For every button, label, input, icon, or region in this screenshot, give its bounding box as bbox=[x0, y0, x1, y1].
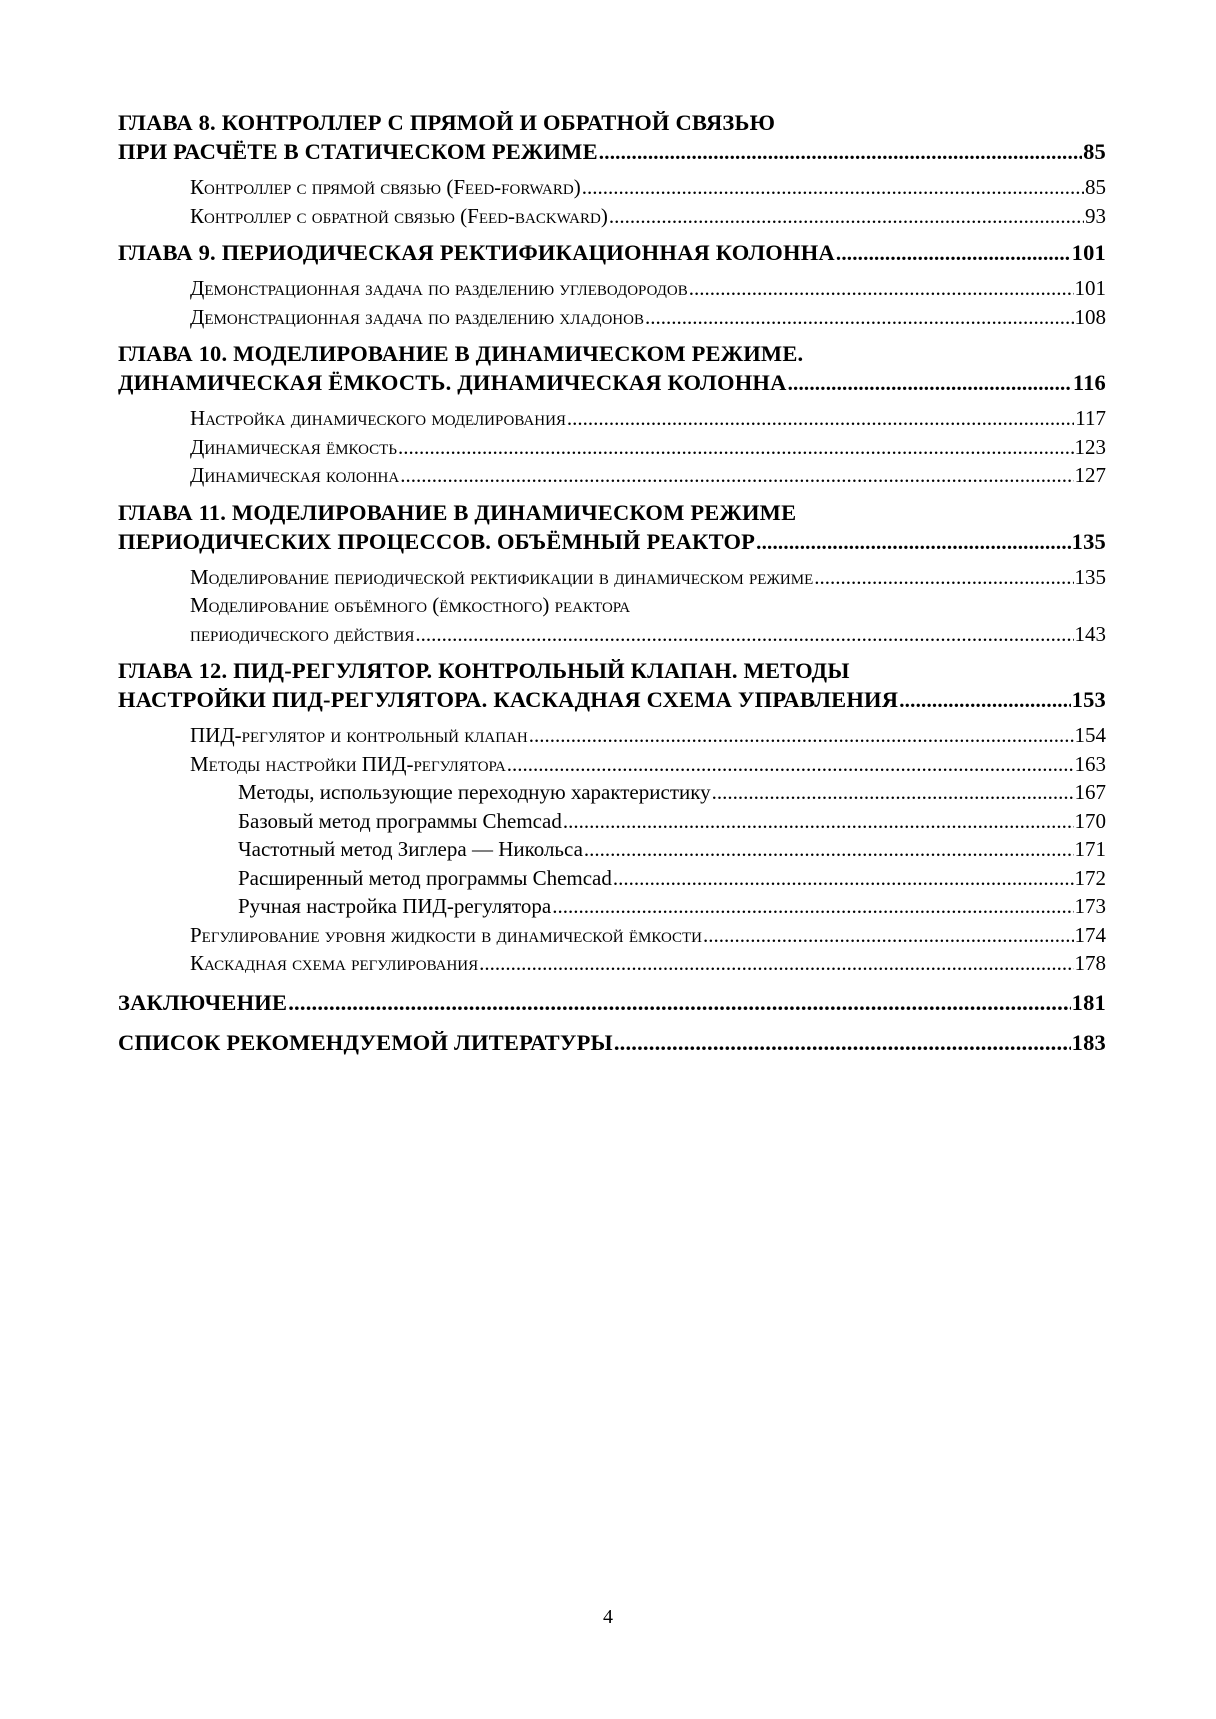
subsubentry-title: Ручная настройка ПИД-регулятора bbox=[238, 894, 552, 918]
toc-entry[interactable] bbox=[118, 368, 1106, 398]
page-ref: 181 bbox=[1071, 989, 1106, 1015]
page-ref: 183 bbox=[1071, 1029, 1106, 1055]
subentry-title: Демонстрационная задача по разделению углеводородов bbox=[190, 276, 688, 300]
dot-leader bbox=[756, 528, 1071, 557]
toc-subentry[interactable] bbox=[118, 202, 1106, 231]
bibliography-title: СПИСОК РЕКОМЕНДУЕМОЙ ЛИТЕРАТУРЫ bbox=[118, 1029, 613, 1055]
subsubentry-title: Расширенный метод программы Chemcad bbox=[238, 865, 612, 890]
toc-entry-bibliography[interactable] bbox=[118, 1028, 1106, 1058]
dot-leader bbox=[614, 1028, 1071, 1058]
page-ref: 101 bbox=[1074, 276, 1106, 300]
subentry-title: Регулирование уровня жидкости в динамической ёмкости bbox=[190, 922, 703, 947]
toc-entry[interactable] bbox=[118, 685, 1106, 715]
chapter-title-line1: ГЛАВА 8. КОНТРОЛЛЕР С ПРЯМОЙ И ОБРАТНОЙ СВЯЗЬЮ bbox=[118, 110, 776, 135]
chapter-title-line1: ГЛАВА 10. МОДЕЛИРОВАНИЕ В ДИНАМИЧЕСКОМ РЕЖИМЕ. bbox=[118, 341, 804, 366]
subsubentry-title: Методы, использующие переходную характеристику bbox=[238, 780, 711, 804]
toc-subentry[interactable] bbox=[118, 750, 1106, 779]
dot-leader bbox=[415, 620, 1073, 649]
subentry-title: Методы настройки ПИД-регулятора bbox=[190, 751, 506, 776]
page-ref: 173 bbox=[1074, 894, 1106, 918]
subentry-title: Контроллер с прямой связью (Feed-forward) bbox=[190, 175, 581, 199]
dot-leader bbox=[645, 303, 1074, 332]
toc-subsubentry[interactable] bbox=[118, 807, 1106, 836]
toc-subsubentry[interactable] bbox=[118, 778, 1106, 807]
toc-subentry-multiline[interactable] bbox=[118, 591, 1106, 648]
page-ref: 154 bbox=[1074, 723, 1106, 747]
dot-leader bbox=[836, 239, 1071, 268]
page-ref: 170 bbox=[1074, 808, 1106, 833]
toc-subentry[interactable] bbox=[118, 461, 1106, 490]
page-ref: 153 bbox=[1071, 687, 1106, 712]
toc-subentry[interactable] bbox=[118, 433, 1106, 462]
subentry-title: Демонстрационная задача по разделению хладонов bbox=[190, 304, 644, 329]
dot-leader bbox=[703, 921, 1073, 950]
dot-leader bbox=[814, 563, 1073, 592]
dot-leader bbox=[563, 807, 1074, 836]
dot-leader bbox=[507, 750, 1074, 779]
dot-leader bbox=[582, 173, 1084, 202]
page-ref: 172 bbox=[1074, 865, 1106, 890]
chapter-12 bbox=[118, 656, 1106, 715]
dot-leader bbox=[288, 988, 1070, 1018]
page-ref: 135 bbox=[1071, 528, 1106, 554]
chapter-title-line1: ГЛАВА 11. МОДЕЛИРОВАНИЕ В ДИНАМИЧЕСКОМ РЕЖИМЕ bbox=[118, 499, 797, 525]
page-ref: 178 bbox=[1074, 951, 1106, 975]
toc-entry[interactable] bbox=[118, 238, 1106, 268]
toc-subsubentry[interactable] bbox=[118, 864, 1106, 893]
chapter-10 bbox=[118, 339, 1106, 398]
page-ref: 108 bbox=[1074, 304, 1106, 329]
toc-subentry[interactable] bbox=[118, 404, 1106, 433]
chapter-11 bbox=[118, 498, 1106, 557]
page-ref: 85 bbox=[1083, 139, 1106, 164]
dot-leader bbox=[613, 864, 1074, 893]
dot-leader bbox=[398, 433, 1074, 462]
toc-subentry[interactable] bbox=[118, 721, 1106, 750]
page-ref: 85 bbox=[1085, 175, 1106, 199]
page-ref: 101 bbox=[1071, 240, 1106, 265]
subentry-title: Динамическая ёмкость bbox=[190, 434, 397, 459]
dot-leader bbox=[584, 835, 1074, 864]
subentry-title: Настройка динамического моделирования bbox=[190, 406, 566, 430]
page-ref: 143 bbox=[1074, 621, 1106, 646]
conclusion-title: ЗАКЛЮЧЕНИЕ bbox=[118, 989, 288, 1015]
subentry-title-line2: периодического действия bbox=[190, 621, 415, 646]
toc-subentry[interactable] bbox=[118, 173, 1106, 202]
page-ref: 135 bbox=[1074, 564, 1106, 589]
dot-leader bbox=[712, 778, 1074, 807]
chapter-title-line2: НАСТРОЙКИ ПИД-РЕГУЛЯТОРА. КАСКАДНАЯ СХЕМА УПРАВЛЕНИЯ bbox=[118, 687, 899, 712]
page-ref: 171 bbox=[1074, 837, 1106, 861]
page-ref: 93 bbox=[1085, 203, 1106, 228]
chapter-title-line2: ДИНАМИЧЕСКАЯ ЁМКОСТЬ. ДИНАМИЧЕСКАЯ КОЛОННА bbox=[118, 370, 787, 395]
toc-subsubentry[interactable] bbox=[118, 835, 1106, 864]
dot-leader bbox=[788, 369, 1072, 398]
subsubentry-title: Базовый метод программы Chemcad bbox=[238, 808, 562, 833]
toc-subsubentry[interactable] bbox=[118, 892, 1106, 921]
page-ref: 167 bbox=[1074, 780, 1106, 804]
toc-entry[interactable] bbox=[118, 137, 1106, 167]
page-ref: 163 bbox=[1074, 751, 1106, 776]
page-ref: 116 bbox=[1072, 370, 1106, 395]
page-ref: 127 bbox=[1074, 463, 1106, 487]
table-of-contents bbox=[118, 108, 1106, 1058]
dot-leader bbox=[529, 721, 1074, 750]
toc-entry-conclusion[interactable] bbox=[118, 988, 1106, 1018]
dot-leader bbox=[609, 202, 1084, 231]
subentry-title: Контроллер с обратной связью (Feed-backward) bbox=[190, 203, 608, 228]
dot-leader bbox=[400, 461, 1073, 490]
subentry-title-line1: Моделирование объёмного (ёмкостного) реактора bbox=[190, 593, 631, 617]
subsubentry-title: Частотный метод Зиглера — Никольса bbox=[238, 837, 583, 861]
toc-subentry[interactable] bbox=[118, 921, 1106, 950]
page-ref: 174 bbox=[1074, 922, 1106, 947]
page-number: 4 bbox=[603, 1606, 613, 1628]
chapter-9 bbox=[118, 238, 1106, 268]
dot-leader bbox=[689, 274, 1074, 303]
page-ref: 123 bbox=[1074, 434, 1106, 459]
dot-leader bbox=[567, 404, 1074, 433]
dot-leader bbox=[552, 892, 1073, 921]
subentry-title: Моделирование периодической ректификации в динамическом режиме bbox=[190, 564, 814, 589]
bibliography-section bbox=[118, 1028, 1106, 1058]
subentry-title: Каскадная схема регулирования bbox=[190, 951, 479, 975]
toc-subentry[interactable] bbox=[118, 949, 1106, 978]
conclusion-section bbox=[118, 988, 1106, 1018]
toc-subentry[interactable] bbox=[118, 563, 1106, 592]
subentry-title: ПИД-регулятор и контрольный клапан bbox=[190, 723, 528, 747]
chapter-title-line2: ПЕРИОДИЧЕСКИХ ПРОЦЕССОВ. ОБЪЁМНЫЙ РЕАКТОР bbox=[118, 528, 756, 554]
chapter-title-line1: ГЛАВА 12. ПИД-РЕГУЛЯТОР. КОНТРОЛЬНЫЙ КЛАПАН. МЕТОДЫ bbox=[118, 658, 850, 683]
dot-leader bbox=[899, 686, 1070, 715]
page-ref: 117 bbox=[1075, 406, 1106, 430]
subentry-title: Динамическая колонна bbox=[190, 463, 400, 487]
dot-leader bbox=[479, 949, 1073, 978]
chapter-title: ГЛАВА 9. ПЕРИОДИЧЕСКАЯ РЕКТИФИКАЦИОННАЯ КОЛОННА bbox=[118, 240, 835, 265]
toc-subentry[interactable] bbox=[118, 274, 1106, 303]
toc-entry[interactable] bbox=[118, 527, 1106, 557]
chapter-8 bbox=[118, 108, 1106, 167]
dot-leader bbox=[599, 138, 1082, 167]
chapter-title-line2: ПРИ РАСЧЁТЕ В СТАТИЧЕСКОМ РЕЖИМЕ bbox=[118, 139, 598, 164]
toc-subentry[interactable] bbox=[118, 303, 1106, 332]
